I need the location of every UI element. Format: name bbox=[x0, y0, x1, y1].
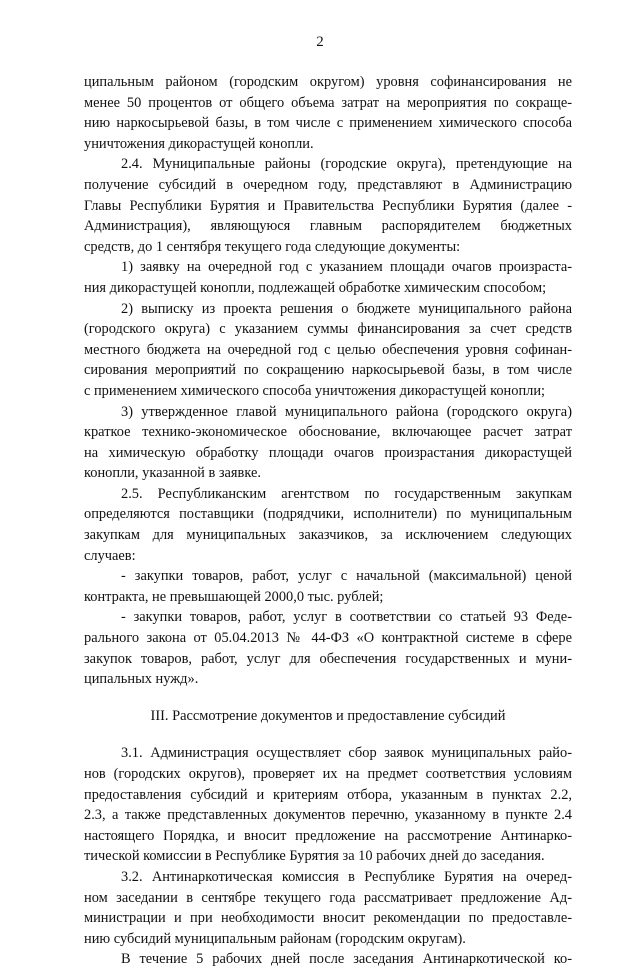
text-line: 2.5. Республиканским агентством по государственным закупкам bbox=[121, 485, 572, 502]
text-line: получение субсидий в очередном году, представляют в Администрацию bbox=[84, 176, 572, 193]
text-line: конопли, указанной в заявке. bbox=[84, 465, 261, 482]
text-line: 3.2. Антинаркотическая комиссия в Республике Бурятия на очеред- bbox=[121, 868, 572, 885]
text-line: сирования мероприятий по сокращению наркосырьевой базы, в том числе bbox=[84, 362, 572, 379]
text-line: краткое технико-экономическое обоснование, включающее расчет затрат bbox=[84, 424, 572, 441]
text-line: ном заседании в сентябре текущего года рассматривает предложение Ад- bbox=[84, 889, 572, 906]
text-line: Главы Республики Бурятия и Правительства Республики Бурятия (далее - bbox=[84, 197, 572, 214]
text-line: 1) заявку на очередной год с указанием площади очагов произраста- bbox=[121, 259, 572, 276]
text-line: ципальным районом (городским округом) уровня софинансирования не bbox=[84, 74, 572, 90]
text-line: уничтожения дикорастущей конопли. bbox=[84, 135, 314, 152]
text-line: 2) выписку из проекта решения о бюджете муниципального района bbox=[121, 300, 572, 317]
text-line: 2.4. Муниципальные районы (городские округа), претендующие на bbox=[121, 156, 572, 173]
text-line: определяются поставщики (подрядчики, исполнители) по муниципальным bbox=[84, 506, 572, 523]
text-line: ципальных нужд». bbox=[84, 671, 199, 688]
text-line: на химическую обработку площади очагов произрастания дикорастущей bbox=[84, 444, 572, 461]
text-line: нию субсидий муниципальным районам (городским округам). bbox=[84, 930, 466, 947]
text-line: закупок товаров, работ, услуг для обеспечения государственных и муни- bbox=[84, 650, 572, 667]
document-body bbox=[84, 72, 572, 970]
text-line: нию наркосырьевой базы, в том числе с применением химического способа bbox=[84, 115, 572, 132]
text-line: 3.1. Администрация осуществляет сбор заявок муниципальных райо- bbox=[121, 745, 572, 762]
text-line: местного бюджета на очередной год с целью обеспечения уровня софинан- bbox=[84, 341, 572, 358]
text-line: закупкам для муниципальных заказчиков, за исключением следующих bbox=[84, 527, 572, 544]
text-line: настоящего Порядка, и вносит предложение на рассмотрение Антинарко- bbox=[84, 827, 572, 844]
text-line: предоставления субсидий и критериям отбора, указанным в пунктах 2.2, bbox=[84, 786, 572, 803]
text-line: нов (городских округов), проверяет их на предмет соответствия условиям bbox=[84, 766, 572, 782]
text-line: 3) утвержденное главой муниципального района (городского округа) bbox=[121, 403, 572, 420]
text-line: средств, до 1 сентября текущего года следующие документы: bbox=[84, 238, 461, 255]
text-line: В течение 5 рабочих дней после заседания Антинаркотической ко- bbox=[121, 951, 572, 968]
text-line: рального закона от 05.04.2013 № 44-ФЗ «О контрактной системе в сфере bbox=[84, 630, 572, 647]
text-line: контракта, не превышающей 2000,0 тыс. рублей; bbox=[84, 588, 384, 605]
text-line: министрации и при необходимости вносит рекомендации по предоставле- bbox=[84, 910, 572, 927]
text-line: - закупки товаров, работ, услуг в соответствии со статьей 93 Феде- bbox=[121, 609, 572, 626]
text-line: с применением химического способа уничтожения дикорастущей конопли; bbox=[84, 382, 546, 399]
page-number: 2 bbox=[316, 34, 324, 50]
section-ii-text bbox=[84, 72, 572, 690]
text-line: тической комиссии в Республике Бурятия за 10 рабочих дней до заседания. bbox=[84, 848, 545, 865]
text-line: ния дикорастущей конопли, подлежащей обработке химическим способом; bbox=[84, 279, 547, 296]
text-line: случаев: bbox=[84, 547, 136, 564]
text-line: (городского округа) с указанием суммы финансирования за счет средств bbox=[84, 321, 572, 338]
section-iii-text bbox=[84, 743, 572, 970]
text-line: - закупки товаров, работ, услуг с начальной (максимальной) ценой bbox=[121, 568, 572, 585]
text-line: менее 50 процентов от общего объема затрат на мероприятия по сокраще- bbox=[84, 94, 572, 111]
text-line: 2.3, а также представленных документов перечню, указанному в пункте 2.4 bbox=[84, 807, 572, 824]
text-line: Администрация), являющуюся главным распорядителем бюджетных bbox=[84, 218, 572, 235]
section-iii-heading: III. Рассмотрение документов и предоставление субсидий bbox=[150, 707, 506, 724]
